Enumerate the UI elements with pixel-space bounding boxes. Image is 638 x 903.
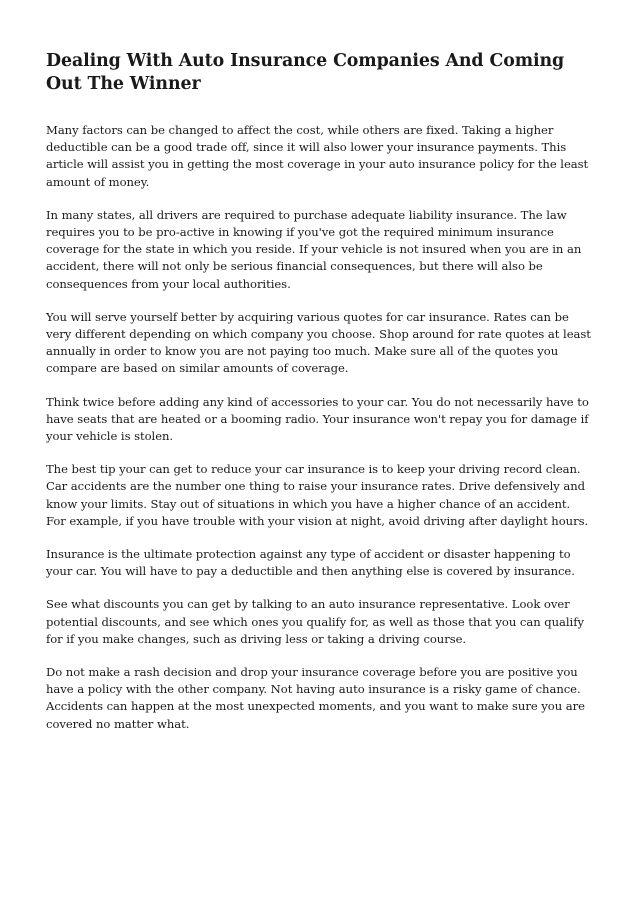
- document-page: [46, 50, 592, 749]
- paragraph-8: Do not make a rash decision and drop your insurance coverage before you are positive you have a policy with the other company. Not having auto insurance is a risky game of chance. Accidents can happen at the most unexpected moments, and you want to make sure you are covered no matter what.: [46, 665, 585, 731]
- paragraph-6: Insurance is the ultimate protection against any type of accident or disaster happening to your car. You will have to pay a deductible and then anything else is covered by insurance.: [46, 547, 575, 579]
- paragraph-3: You will serve yourself better by acquiring various quotes for car insurance. Rates can be very different depending on which company you choose. Shop around for rate quotes at least annually in order to know you are not paying too much. Make sure all of the quotes you compare are based on similar amounts of coverage.: [46, 309, 591, 376]
- paragraph-2: In many states, all drivers are required to purchase adequate liability insurance. The law requires you to be pro-active in knowing if you've got the required minimum insurance coverage for the state in which you reside. If your vehicle is not insured when you are in an accident, there will not only be serious financial consequences, but there will also be consequences from your local authorities.: [46, 207, 582, 291]
- document-title: Dealing With Auto Insurance Companies And Coming Out The Winner: [46, 51, 565, 94]
- paragraph-5: The best tip your can get to reduce your car insurance is to keep your driving record clean. Car accidents are the number one thing to raise your insurance rates. Drive defensively and know your limits. Stay out of situations in which you have a higher chance of an accident. For example, if you have trouble with your vision at night, avoid driving after daylight hours.: [46, 462, 589, 528]
- paragraph-7: See what discounts you can get by talking to an auto insurance representative. Look over potential discounts, and see which ones you qualify for, as well as those that you can qualify for if you make changes, such as driving less or taking a driving course.: [46, 597, 584, 646]
- paragraph-4: Think twice before adding any kind of accessories to your car. You do not necessarily have to have seats that are heated or a booming radio. Your insurance won't repay you for damage if your vehicle is stolen.: [46, 394, 589, 444]
- paragraph-1: Many factors can be changed to affect the cost, while others are fixed. Taking a higher deductible can be a good trade off, since it will also lower your insurance payments. This article will assist you in getting the most coverage in your auto insurance policy for the least amount of money.: [46, 123, 589, 189]
